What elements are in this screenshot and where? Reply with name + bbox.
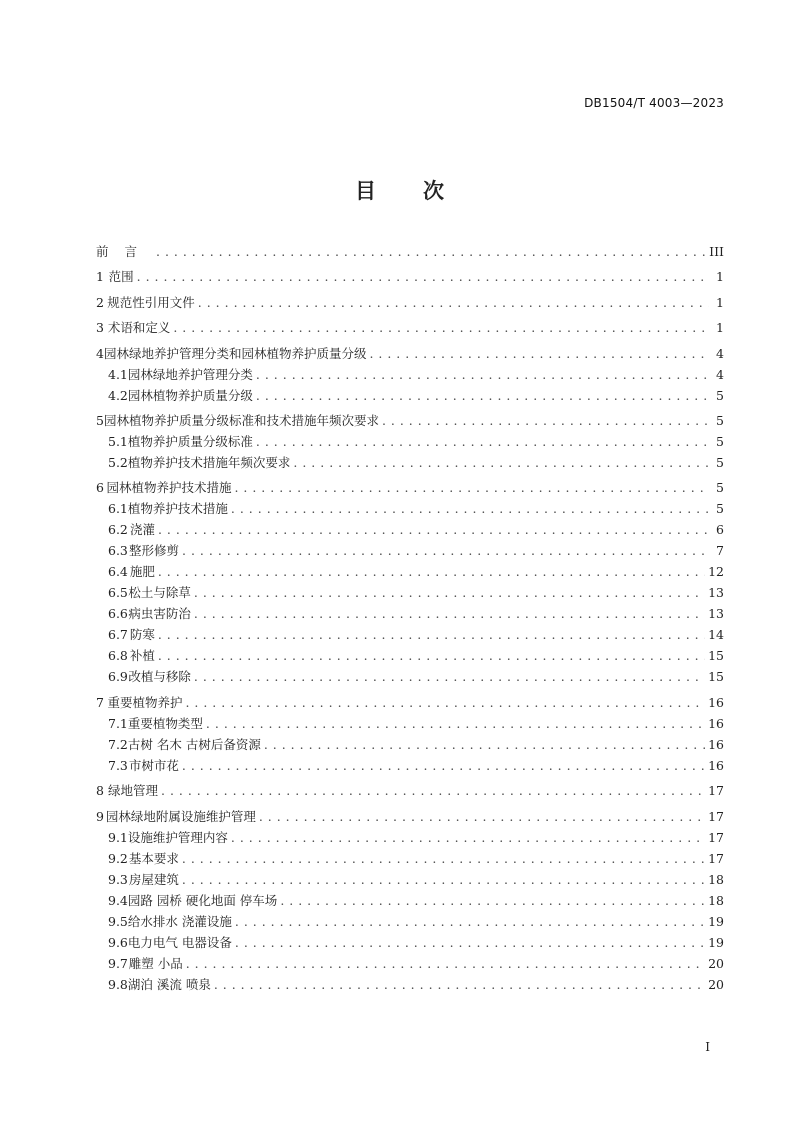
toc-entry-page: 17 — [708, 808, 724, 824]
toc-entry-label: 市树市花 — [128, 757, 179, 773]
toc-entry[interactable] — [96, 452, 724, 473]
toc-leader-dots — [259, 806, 705, 827]
toc-entry-page: 4 — [716, 366, 724, 382]
toc-entry[interactable] — [96, 603, 724, 624]
toc-entry-label: 整形修剪 — [129, 543, 180, 559]
toc-entry-page: 16 — [708, 736, 724, 752]
toc-entry-label: 防寒 — [129, 627, 155, 643]
toc-entry-page: 17 — [708, 829, 724, 845]
toc-entry-page: 5 — [716, 480, 724, 496]
toc-entry[interactable] — [96, 498, 724, 519]
toc-entry-page: 18 — [708, 892, 724, 908]
toc-entry[interactable] — [96, 869, 724, 890]
toc-entry-page: 4 — [716, 345, 724, 361]
toc-entry[interactable] — [96, 410, 724, 431]
toc-entry[interactable] — [96, 317, 724, 338]
toc-entry-number: 7.3 — [108, 757, 128, 773]
toc-leader-dots — [158, 561, 705, 582]
toc-entry-page: 20 — [708, 976, 724, 992]
toc-entry-number: 9.5 — [108, 913, 128, 929]
toc-entry-label: 范围 — [108, 269, 134, 285]
toc-entry-number: 9.7 — [108, 955, 128, 971]
toc-entry-label: 设施维护管理内容 — [127, 829, 228, 845]
toc-entry-page: 16 — [708, 715, 724, 731]
toc-entry[interactable] — [96, 666, 724, 687]
toc-entry[interactable] — [96, 713, 724, 734]
toc-entry-page: 13 — [708, 585, 724, 601]
toc-leader-dots — [158, 645, 705, 666]
toc-entry-label: 浇灌 — [129, 522, 155, 538]
toc-leader-dots — [186, 953, 705, 974]
toc-entry-number: 2 — [96, 294, 104, 310]
toc-entry-page: 18 — [708, 871, 724, 887]
toc-leader-dots — [156, 241, 706, 262]
toc-entry[interactable] — [96, 582, 724, 603]
toc-title — [0, 175, 800, 205]
toc-leader-dots — [194, 582, 705, 603]
toc-entry-label: 园林绿地附属设施维护管理 — [105, 808, 256, 824]
toc-entry-page: 15 — [708, 648, 724, 664]
toc-entry-page: 19 — [708, 934, 724, 950]
toc-entry[interactable] — [96, 692, 724, 713]
toc-entry-number: 6.1 — [108, 501, 128, 517]
toc-entry-label: 规范性引用文件 — [107, 294, 195, 310]
toc-entry-number: 7.2 — [108, 736, 128, 752]
toc-entry-number: 6.9 — [108, 669, 128, 685]
document-code: DB1504/T 4003—2023 — [584, 96, 724, 110]
toc-entry-label: 松土与除草 — [128, 585, 191, 601]
toc-entry-number: 7 — [96, 694, 104, 710]
toc-entry-label: 园路 园桥 硬化地面 停车场 — [127, 892, 278, 908]
toc-entry[interactable] — [96, 911, 724, 932]
toc-entry-label: 施肥 — [129, 564, 155, 580]
toc-leader-dots — [280, 890, 705, 911]
toc-entry-label: 重要植物类型 — [127, 715, 203, 731]
toc-entry[interactable] — [96, 519, 724, 540]
toc-entry-number: 8 — [96, 783, 104, 799]
footer-page-number: I — [705, 1040, 710, 1054]
toc-leader-dots — [231, 827, 705, 848]
toc-entry-number: 6 — [96, 480, 104, 496]
toc-entry-number: 9.3 — [108, 871, 128, 887]
toc-entry[interactable] — [96, 848, 724, 869]
toc-entry-number: 6.2 — [108, 522, 128, 538]
toc-entry[interactable] — [96, 953, 724, 974]
toc-entry-label: 植物养护质量分级标准 — [127, 433, 253, 449]
toc-entry-page: 16 — [708, 757, 724, 773]
toc-entry-number: 9.1 — [108, 829, 128, 845]
toc-entry[interactable] — [96, 561, 724, 582]
toc-leader-dots — [235, 932, 705, 953]
toc-entry-number: 5.2 — [108, 454, 128, 470]
toc-entry[interactable] — [96, 385, 724, 406]
toc-entry[interactable] — [96, 292, 724, 313]
toc-entry-number: 6.6 — [108, 606, 128, 622]
toc-entry-label: 植物养护技术措施年频次要求 — [127, 454, 291, 470]
toc-leader-dots — [194, 603, 705, 624]
toc-entry[interactable] — [96, 734, 724, 755]
toc-leader-dots — [173, 317, 709, 338]
toc-leader-dots — [264, 734, 705, 755]
toc-leader-dots — [161, 780, 705, 801]
toc-entry-label: 雕塑 小品 — [128, 955, 183, 971]
toc-leader-dots — [256, 364, 709, 385]
toc-leader-dots — [137, 266, 709, 287]
toc-entry-page: 5 — [716, 454, 724, 470]
toc-entry[interactable] — [96, 477, 724, 498]
toc-entry-page: 20 — [708, 955, 724, 971]
toc-entry-number: 9.6 — [108, 934, 128, 950]
toc-entry-page: 13 — [708, 606, 724, 622]
toc-entry-number: 9.2 — [108, 850, 128, 866]
toc-leader-dots — [369, 343, 709, 364]
toc-entry-number: 9 — [96, 808, 104, 824]
toc-entry-page: 5 — [716, 387, 724, 403]
toc-entry-page: 1 — [716, 269, 724, 285]
toc-entry-label: 补植 — [129, 648, 155, 664]
toc-entry-page: 17 — [708, 783, 724, 799]
toc-entry-number: 7.1 — [108, 715, 128, 731]
toc-entry-label: 重要植物养护 — [107, 694, 183, 710]
toc-entry-label: 病虫害防治 — [128, 606, 191, 622]
toc-entry-label: 前言 — [96, 244, 154, 259]
toc-entry-label: 术语和定义 — [107, 320, 171, 336]
toc-entry[interactable] — [96, 806, 724, 827]
toc-entry-page: 5 — [716, 412, 724, 428]
toc-entry-label: 绿地管理 — [107, 783, 158, 799]
toc-leader-dots — [158, 624, 705, 645]
toc-entry[interactable] — [96, 827, 724, 848]
toc-leader-dots — [182, 755, 705, 776]
toc-entry-number: 6.8 — [108, 648, 128, 664]
toc-entry-page: 12 — [708, 564, 724, 580]
toc-leader-dots — [185, 692, 705, 713]
toc-entry[interactable] — [96, 343, 724, 364]
toc-entry-number: 9.4 — [108, 892, 128, 908]
toc-title-left: 目 — [355, 178, 377, 203]
toc-entry-label: 基本要求 — [128, 850, 179, 866]
toc-entry-label: 园林植物养护技术措施 — [106, 480, 232, 496]
toc-entry[interactable] — [96, 645, 724, 666]
toc-leader-dots — [382, 410, 709, 431]
toc-leader-dots — [206, 713, 705, 734]
toc-entry-number: 1 — [96, 269, 104, 285]
toc-entry-page: 7 — [716, 543, 724, 559]
toc-leader-dots — [256, 431, 709, 452]
toc-leader-dots — [182, 540, 709, 561]
toc-entry-number: 6.7 — [108, 627, 128, 643]
toc-entry-number: 4 — [96, 345, 104, 361]
toc-leader-dots — [234, 477, 709, 498]
toc-entry-page: 17 — [708, 850, 724, 866]
toc-entry[interactable] — [96, 241, 724, 262]
toc-title-right: 次 — [423, 178, 445, 203]
toc-entry-page: 1 — [716, 320, 724, 336]
toc-entry-page: 19 — [708, 913, 724, 929]
toc-leader-dots — [293, 452, 709, 473]
toc-entry-label: 园林植物养护质量分级 — [127, 387, 253, 403]
toc-entry-number: 4.1 — [108, 366, 128, 382]
toc-entry-page: 1 — [716, 294, 724, 310]
toc-entry-number: 5 — [96, 412, 104, 428]
toc-entry-number: 6.5 — [108, 585, 128, 601]
toc-leader-dots — [198, 292, 709, 313]
toc-entry[interactable] — [96, 624, 724, 645]
toc-entry-number: 6.4 — [108, 564, 128, 580]
toc-entry-page: 6 — [716, 522, 724, 538]
toc-entry-page: 14 — [708, 627, 724, 643]
toc-entry[interactable] — [96, 540, 724, 561]
toc-entry-number: 9.8 — [108, 976, 128, 992]
toc-leader-dots — [194, 666, 705, 687]
toc-entry-label: 植物养护技术措施 — [127, 501, 228, 517]
toc-entry[interactable] — [96, 932, 724, 953]
toc-leader-dots — [182, 869, 705, 890]
toc-entry-page: 5 — [716, 433, 724, 449]
toc-entry-page: 16 — [708, 694, 724, 710]
toc-entry[interactable] — [96, 890, 724, 911]
toc-entry-label: 湖泊 溪流 喷泉 — [127, 976, 211, 992]
toc-leader-dots — [231, 498, 709, 519]
toc-entry[interactable] — [96, 780, 724, 801]
toc-leader-dots — [182, 848, 705, 869]
toc-leader-dots — [235, 911, 705, 932]
toc-entry-label: 改植与移除 — [128, 669, 191, 685]
toc-entry-label: 房屋建筑 — [128, 871, 179, 887]
toc-entry-page: 5 — [716, 501, 724, 517]
toc-entry-label: 园林绿地养护管理分类和园林植物养护质量分级 — [103, 345, 367, 361]
toc-entry-label: 给水排水 浇灌设施 — [127, 913, 232, 929]
toc-entry[interactable] — [96, 431, 724, 452]
toc-entry-number: 3 — [96, 320, 104, 336]
toc-entry-label: 园林绿地养护管理分类 — [127, 366, 253, 382]
toc-leader-dots — [158, 519, 709, 540]
toc-leader-dots — [214, 974, 705, 995]
toc-entry[interactable] — [96, 266, 724, 287]
table-of-contents — [96, 241, 724, 995]
toc-entry[interactable] — [96, 755, 724, 776]
toc-leader-dots — [256, 385, 709, 406]
toc-entry-number: 6.3 — [108, 543, 128, 559]
toc-entry-label: 电力电气 电器设备 — [127, 934, 232, 950]
toc-entry[interactable] — [96, 974, 724, 995]
toc-entry[interactable] — [96, 364, 724, 385]
toc-entry-page: III — [709, 244, 724, 259]
toc-entry-page: 15 — [708, 669, 724, 685]
toc-entry-number: 4.2 — [108, 387, 128, 403]
toc-entry-label: 园林植物养护质量分级标准和技术措施年频次要求 — [103, 412, 379, 428]
toc-entry-label: 古树 名木 古树后备资源 — [127, 736, 261, 752]
toc-entry-number: 5.1 — [108, 433, 128, 449]
